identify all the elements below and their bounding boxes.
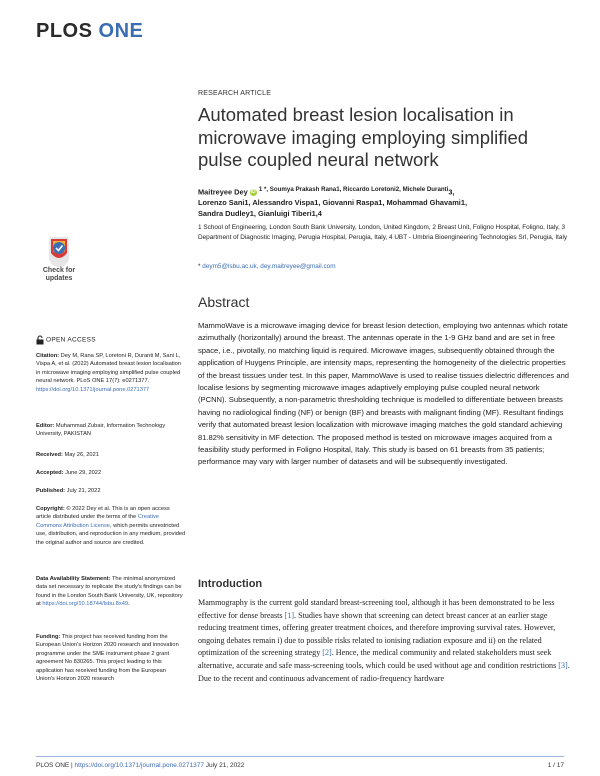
editor-label: Editor: (36, 423, 55, 429)
intro-text-3: . Hence, the medical community and related stakeholders must seek alternative, accurate and safe mass-screening tools, which could be used without age and condition restrictions (198, 648, 559, 670)
citation-text: Dey M, Rana SP, Loretoni R, Duranti M, Sani L, Vispa A, et al. (2022) Automated breast lesion localisation in microwave imaging employing simplified pulse coupled neural network. PLoS ONE 17(7): e0271377. (36, 353, 182, 385)
received-block (36, 451, 186, 459)
data-repository-link[interactable]: https://doi.org/10.18744/lsbu.8x49 (42, 601, 129, 608)
badge-line-2: updates (45, 275, 73, 282)
footer-date: July 21, 2022 (203, 762, 245, 769)
article-title: Automated breast lesion localisation in microwave imaging employing simplified pulse coupled neural network (198, 104, 529, 170)
copyright-block (36, 505, 186, 547)
license-link[interactable]: Creative Commons Attribution License (36, 514, 159, 529)
journal-logo-plos: PLOS (36, 20, 93, 42)
received-date: May 26, 2021 (62, 452, 99, 458)
check-for-updates-badge[interactable] (36, 237, 82, 293)
author-list (198, 185, 568, 219)
footer-separator: | (69, 762, 75, 769)
data-availability-label: Data Availability Statement: (36, 576, 111, 582)
copyright-label: Copyright: (36, 506, 65, 512)
intro-text-4: . Due to the recent and continuous advancement of radio-frequency hardware (198, 660, 570, 683)
introduction-body (198, 597, 570, 685)
author-first: Maitreyee Dey (198, 187, 248, 197)
author-first-affil: 1 *, Soumya Prakash Rana (258, 186, 337, 193)
affiliations: 1 School of Engineering, London South Bank University, London, United Kingdom, 2 Breast Unit, Foligno Hospital, Foligno, Italy, 3 Department of Diagnostic Imaging, Perugia Hospital, Perugia, Italy, 4 UBT - Umbria Bioengineering Technologies Srl, Perugia, Italy (198, 224, 568, 241)
footer-journal: PLOS ONE (36, 762, 70, 769)
accepted-label: Accepted: (36, 470, 64, 476)
abstract-heading: Abstract (198, 294, 250, 310)
journal-logo-one: ONE (98, 20, 144, 42)
correspondence (198, 263, 336, 270)
footer-doi-link[interactable]: https://doi.org/10.1371/journal.pone.0271377 (74, 762, 204, 769)
copyright-text-2: , which permits unrestricted use, distribution, and reproduction in any medium, provided the original author and source are credited. (36, 522, 186, 546)
published-label: Published: (36, 488, 66, 494)
data-availability-block (36, 575, 186, 609)
intro-text-1: Mammography is the current gold standard breast-screening tool, although it has been demonstrated to be less effective for dense breasts (198, 598, 555, 620)
copyright-text: © 2022 Dey et al. This is an open access article distributed under the terms of the (36, 506, 170, 521)
citation-link-3[interactable]: [3] (558, 660, 568, 670)
badge-line-1: Check for (42, 267, 76, 274)
citation-doi-link[interactable]: https://doi.org/10.1371/journal.pone.0271377 (36, 386, 150, 393)
data-availability-text: The minimal anonymized data set necessary to replicate the study's findings can be found in the London South Bank University, UK, repository at (36, 576, 183, 608)
introduction-heading: Introduction (198, 578, 263, 590)
check-for-updates-icon (36, 237, 82, 267)
citation-link-2[interactable]: [2] (322, 648, 332, 658)
author-line-3: Sandra Dudley1, Gianluigi Tiberi1,4 (198, 208, 322, 218)
author-affil-4: 3, (448, 187, 455, 197)
open-access-text: OPEN ACCESS (46, 336, 96, 344)
accepted-date: June 29, 2022 (63, 470, 102, 476)
correspondence-email-link[interactable]: deym5@lsbu.ac.uk, dey.maitreyee@gmail.com (202, 263, 336, 270)
footer (36, 762, 244, 769)
editor-text: Muhammad Zubair, Information Technology University, PAKISTAN (36, 423, 166, 438)
correspondence-star: * (198, 263, 201, 270)
intro-text-2: . Studies have shown that screening can detect breast cancer at an earlier stage reducing treatment times, offering greater treatment choices, and therefore improving survival rates. However, ongoing debates remain i) due to possible risks related to ionising radiation exposure and ii) on the related optimization of the screening strategy (198, 610, 556, 658)
published-block (36, 487, 186, 495)
published-date: July 21, 2022 (65, 488, 101, 494)
footer-divider (36, 756, 564, 757)
open-access-label (36, 335, 96, 345)
page-number: 1 / 17 (547, 762, 564, 769)
author-line-2: Lorenzo Sani1, Alessandro Vispa1, Giovanni Raspa1, Mohammad Ghavami1, (198, 198, 468, 208)
funding-block (36, 633, 186, 683)
data-availability-end: . (128, 601, 130, 608)
author-affil-3: 2, Michele Duranti (395, 186, 449, 193)
funding-text: This project has received funding from the European Union's Horizon 2020 research and innovation programme under the SME instrument phase 2 grant agreement No 830265. This project leading to this application has received funding from the European Union's Horizon 2020 research (36, 634, 179, 683)
received-label: Received: (36, 452, 63, 458)
funding-label: Funding: (36, 634, 61, 640)
editor-block (36, 422, 186, 439)
abstract-body: MammoWave is a microwave imaging device for breast lesion detection, employing two antennas which rotate azimuthally (horizontally) around the breast. The antennas operate in the 1-9 GHz band and are set in free space, i.e., pivotally, no matching liquid is required. Microwave images, subsequently obtained through the application of Huygens Principle, are intensity maps, representing the homogeneity of the dielectric properties of the breast tissues under test. In this paper, MammoWave is used to realise tissues dielectric differences and localise lesions by segmenting microwave images adaptively employing pulse coupled neural network (PCNN). Subsequently, a non-parametric thresholding technique is modelled to differentiate between breasts having no radiological finding (NF) or benign (BF) and breasts with malignant finding (MF). Resultant findings verify that automated breast lesion localization with microwave imaging matches the gold standard achieving 81.82% sensitivity in MF detection. The proposed method is tested on microwave images acquired from a feasibility study performed in Foligno Hospital, Italy. This study is based on 61 breasts from 35 patients; performance may vary with larger number of datasets and will be subsequently investigated. (198, 321, 570, 467)
citation-label: Citation: (36, 353, 60, 359)
open-lock-icon (36, 335, 44, 345)
orcid-icon[interactable]: iD (250, 189, 256, 196)
accepted-block (36, 469, 186, 477)
journal-logo (36, 20, 143, 43)
citation-block (36, 352, 186, 394)
author-affil-2: 1, Riccardo Loretoni (336, 186, 396, 193)
article-type: RESEARCH ARTICLE (198, 90, 272, 97)
citation-link-1[interactable]: [1] (284, 610, 295, 620)
